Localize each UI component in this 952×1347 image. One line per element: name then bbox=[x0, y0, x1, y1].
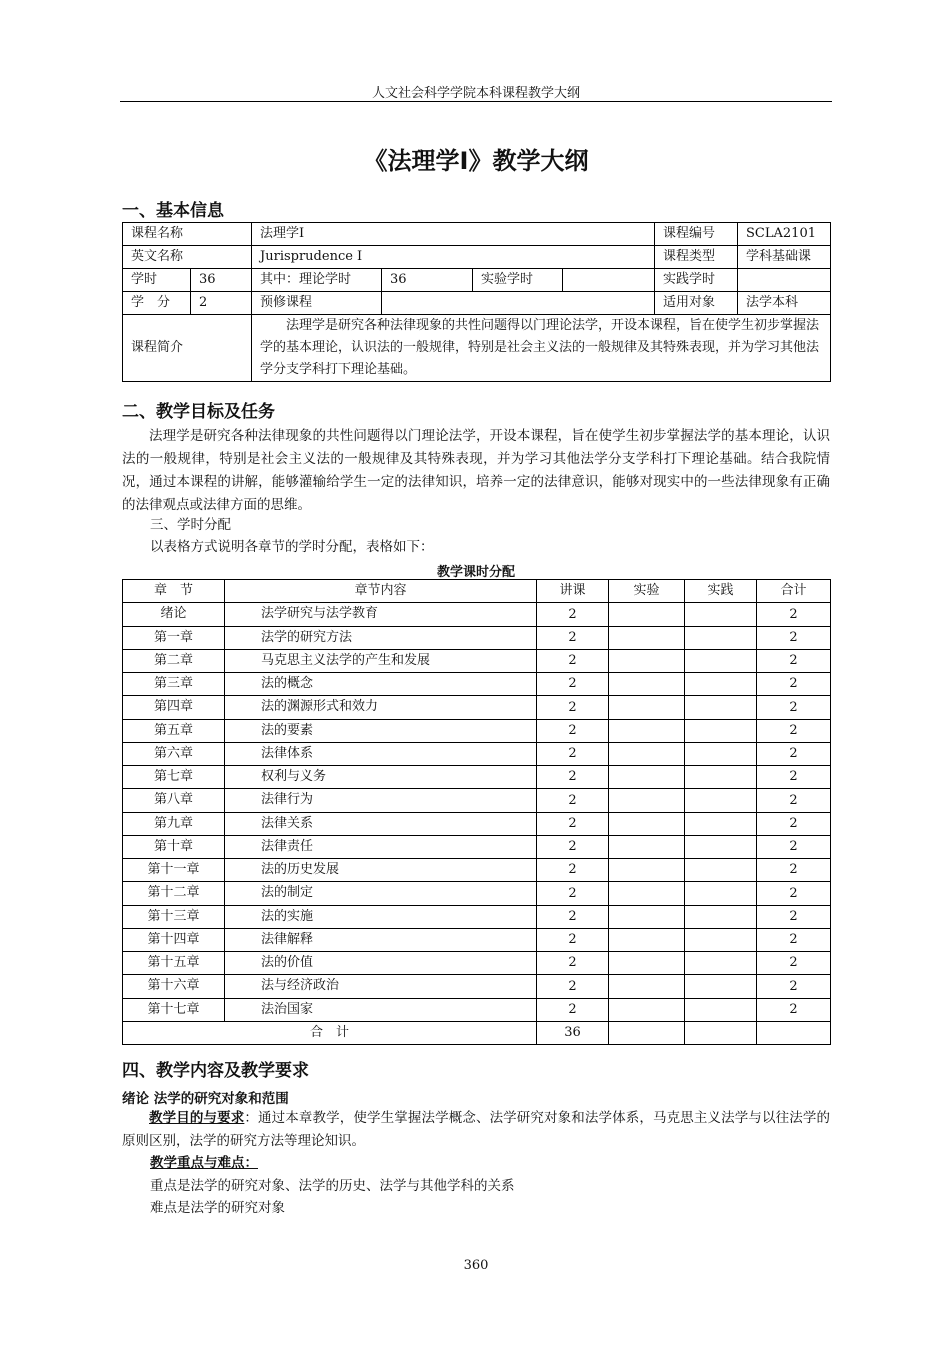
total-hours-cell: 2 bbox=[757, 766, 831, 789]
goals-paragraph bbox=[122, 1107, 830, 1153]
content-cell: 法律责任 bbox=[225, 835, 537, 858]
info-label: 课程类型 bbox=[655, 246, 738, 269]
total-hours-cell: 2 bbox=[757, 673, 831, 696]
chapter-cell: 第十五章 bbox=[123, 952, 225, 975]
practice-hours-cell bbox=[685, 998, 757, 1021]
info-label: 课程简介 bbox=[123, 315, 252, 382]
total-hours-cell: 2 bbox=[757, 975, 831, 998]
lecture-hours-cell: 2 bbox=[537, 696, 609, 719]
table-row bbox=[123, 649, 831, 672]
lab-hours-cell bbox=[609, 626, 685, 649]
info-row bbox=[123, 269, 831, 292]
content-cell: 法的历史发展 bbox=[225, 859, 537, 882]
table-row bbox=[123, 626, 831, 649]
subheading-hours: 三、学时分配 bbox=[150, 517, 231, 533]
total-hours-cell: 2 bbox=[757, 905, 831, 928]
total-hours-cell: 2 bbox=[757, 835, 831, 858]
total-hours bbox=[757, 1021, 831, 1044]
table-row bbox=[123, 766, 831, 789]
lecture-hours-cell: 2 bbox=[537, 975, 609, 998]
info-label: 课程编号 bbox=[655, 223, 738, 246]
table-row bbox=[123, 603, 831, 626]
table-row bbox=[123, 998, 831, 1021]
table-row bbox=[123, 882, 831, 905]
info-row bbox=[123, 246, 831, 269]
total-lecture-hours: 36 bbox=[537, 1021, 609, 1044]
lecture-hours-cell: 2 bbox=[537, 649, 609, 672]
info-value: Jurisprudence Ⅰ bbox=[252, 246, 655, 269]
practice-hours-cell bbox=[685, 649, 757, 672]
lecture-hours-cell: 2 bbox=[537, 812, 609, 835]
key-label-text: 教学重点与难点： bbox=[150, 1155, 258, 1171]
column-header: 讲课 bbox=[537, 580, 609, 603]
chapter-cell: 第九章 bbox=[123, 812, 225, 835]
chapter-cell: 第十三章 bbox=[123, 905, 225, 928]
content-cell: 权利与义务 bbox=[225, 766, 537, 789]
total-hours-cell: 2 bbox=[757, 719, 831, 742]
chapter-cell: 第六章 bbox=[123, 742, 225, 765]
chapter-cell: 第四章 bbox=[123, 696, 225, 719]
practice-hours-cell bbox=[685, 928, 757, 951]
chapter-cell: 第十七章 bbox=[123, 998, 225, 1021]
info-row bbox=[123, 292, 831, 315]
lab-hours-cell bbox=[609, 719, 685, 742]
practice-hours-cell bbox=[685, 696, 757, 719]
lab-hours-cell bbox=[609, 789, 685, 812]
practice-hours-cell bbox=[685, 812, 757, 835]
practice-hours-cell bbox=[685, 673, 757, 696]
document-title: 《法理学Ⅰ》教学大纲 bbox=[363, 147, 589, 175]
total-hours-cell: 2 bbox=[757, 696, 831, 719]
content-cell: 法学研究与法学教育 bbox=[225, 603, 537, 626]
section-heading-basic-info: 一、基本信息 bbox=[122, 201, 224, 221]
table-total-row bbox=[123, 1021, 831, 1044]
content-cell: 马克思主义法学的产生和发展 bbox=[225, 649, 537, 672]
chapter-cell: 第一章 bbox=[123, 626, 225, 649]
column-header: 实践 bbox=[685, 580, 757, 603]
lecture-hours-cell: 2 bbox=[537, 859, 609, 882]
table-row bbox=[123, 835, 831, 858]
table-row bbox=[123, 975, 831, 998]
total-hours-cell: 2 bbox=[757, 789, 831, 812]
goals-text: ：通过本章教学，使学生掌握法学概念、法学研究对象和法学体系，马克思主义法学与以往法学的原则区别，法学的研究方法等理论知识。 bbox=[122, 1110, 831, 1149]
total-hours-cell: 2 bbox=[757, 859, 831, 882]
total-hours-cell: 2 bbox=[757, 882, 831, 905]
table-row bbox=[123, 812, 831, 835]
content-cell: 法律体系 bbox=[225, 742, 537, 765]
info-label: 预修课程 bbox=[252, 292, 382, 315]
lecture-hours-cell: 2 bbox=[537, 998, 609, 1021]
content-cell: 法的要素 bbox=[225, 719, 537, 742]
lab-hours-cell bbox=[609, 928, 685, 951]
chapter-cell: 第五章 bbox=[123, 719, 225, 742]
lecture-hours-cell: 2 bbox=[537, 742, 609, 765]
lecture-hours-cell: 2 bbox=[537, 719, 609, 742]
chapter-cell: 第十章 bbox=[123, 835, 225, 858]
lecture-hours-cell: 2 bbox=[537, 882, 609, 905]
total-hours-cell: 2 bbox=[757, 649, 831, 672]
info-label: 实验学时 bbox=[473, 269, 563, 292]
total-hours-cell: 2 bbox=[757, 742, 831, 765]
lab-hours-cell bbox=[609, 603, 685, 626]
table-row bbox=[123, 696, 831, 719]
practice-hours-cell bbox=[685, 905, 757, 928]
total-hours-cell: 2 bbox=[757, 998, 831, 1021]
content-cell: 法的实施 bbox=[225, 905, 537, 928]
info-value: 36 bbox=[382, 269, 473, 292]
chapter-cell: 第三章 bbox=[123, 673, 225, 696]
lecture-hours-cell: 2 bbox=[537, 673, 609, 696]
lab-hours-cell bbox=[609, 766, 685, 789]
content-cell: 法的渊源形式和效力 bbox=[225, 696, 537, 719]
practice-hours-cell bbox=[685, 859, 757, 882]
basic-info-table bbox=[122, 222, 831, 382]
info-value: 2 bbox=[191, 292, 252, 315]
total-hours-cell: 2 bbox=[757, 952, 831, 975]
page-number: 360 bbox=[463, 1258, 489, 1273]
practice-hours-cell bbox=[685, 882, 757, 905]
lecture-hours-cell: 2 bbox=[537, 603, 609, 626]
info-label: 适用对象 bbox=[655, 292, 738, 315]
total-hours-cell: 2 bbox=[757, 812, 831, 835]
lab-hours-cell bbox=[609, 742, 685, 765]
total-lab-hours bbox=[609, 1021, 685, 1044]
content-cell: 法的概念 bbox=[225, 673, 537, 696]
difficult-point: 难点是法学的研究对象 bbox=[150, 1200, 285, 1216]
info-row bbox=[123, 223, 831, 246]
column-header: 实验 bbox=[609, 580, 685, 603]
content-cell: 法的制定 bbox=[225, 882, 537, 905]
lecture-hours-cell: 2 bbox=[537, 789, 609, 812]
practice-hours-cell bbox=[685, 975, 757, 998]
info-value bbox=[563, 269, 655, 292]
header-rule bbox=[120, 101, 832, 102]
table-row bbox=[123, 905, 831, 928]
content-cell: 法律关系 bbox=[225, 812, 537, 835]
chapter-cell: 第十四章 bbox=[123, 928, 225, 951]
lab-hours-cell bbox=[609, 649, 685, 672]
column-header: 合计 bbox=[757, 580, 831, 603]
info-label: 实践学时 bbox=[655, 269, 738, 292]
table-caption: 教学课时分配 bbox=[436, 565, 515, 580]
running-header: 人文社会科学学院本科课程教学大纲 bbox=[371, 86, 580, 101]
section-heading-objectives: 二、教学目标及任务 bbox=[122, 402, 275, 422]
info-value: SCLA2101 bbox=[738, 223, 831, 246]
lab-hours-cell bbox=[609, 905, 685, 928]
lab-hours-cell bbox=[609, 812, 685, 835]
practice-hours-cell bbox=[685, 603, 757, 626]
total-label: 合 计 bbox=[123, 1021, 537, 1044]
lecture-hours-cell: 2 bbox=[537, 766, 609, 789]
info-label: 英文名称 bbox=[123, 246, 252, 269]
chapter-cell: 第十一章 bbox=[123, 859, 225, 882]
practice-hours-cell bbox=[685, 952, 757, 975]
table-row bbox=[123, 742, 831, 765]
info-label: 学时 bbox=[123, 269, 191, 292]
column-header: 章 节 bbox=[123, 580, 225, 603]
info-label: 其中：理论学时 bbox=[252, 269, 382, 292]
hours-description: 以表格方式说明各章节的学时分配，表格如下： bbox=[150, 539, 434, 555]
lab-hours-cell bbox=[609, 882, 685, 905]
info-value: 学科基础课 bbox=[738, 246, 831, 269]
lab-hours-cell bbox=[609, 673, 685, 696]
info-row bbox=[123, 315, 831, 382]
content-cell: 法学的研究方法 bbox=[225, 626, 537, 649]
info-value: 法学本科 bbox=[738, 292, 831, 315]
key-label bbox=[150, 1153, 258, 1173]
table-row bbox=[123, 673, 831, 696]
total-hours-cell: 2 bbox=[757, 626, 831, 649]
hours-table-body bbox=[123, 580, 831, 1045]
table-row bbox=[123, 719, 831, 742]
goals-label: 教学目的与要求 bbox=[149, 1110, 245, 1126]
total-hours-cell: 2 bbox=[757, 603, 831, 626]
chapter-cell: 第十二章 bbox=[123, 882, 225, 905]
lab-hours-cell bbox=[609, 975, 685, 998]
info-value bbox=[738, 269, 831, 292]
practice-hours-cell bbox=[685, 626, 757, 649]
practice-hours-cell bbox=[685, 742, 757, 765]
lab-hours-cell bbox=[609, 952, 685, 975]
total-hours-cell: 2 bbox=[757, 928, 831, 951]
info-label: 学 分 bbox=[123, 292, 191, 315]
practice-hours-cell bbox=[685, 719, 757, 742]
lab-hours-cell bbox=[609, 696, 685, 719]
table-header-row bbox=[123, 580, 831, 603]
table-row bbox=[123, 928, 831, 951]
chapter-cell: 第七章 bbox=[123, 766, 225, 789]
hours-table bbox=[122, 579, 831, 1045]
key-point: 重点是法学的研究对象、法学的历史、法学与其他学科的关系 bbox=[150, 1178, 515, 1194]
column-header: 章节内容 bbox=[225, 580, 537, 603]
content-cell: 法与经济政治 bbox=[225, 975, 537, 998]
info-value: 36 bbox=[191, 269, 252, 292]
section-heading-content: 四、教学内容及教学要求 bbox=[122, 1061, 309, 1081]
lecture-hours-cell: 2 bbox=[537, 952, 609, 975]
content-cell: 法治国家 bbox=[225, 998, 537, 1021]
info-value: 法理学Ⅰ bbox=[252, 223, 655, 246]
content-cell: 法的价值 bbox=[225, 952, 537, 975]
lecture-hours-cell: 2 bbox=[537, 835, 609, 858]
lab-hours-cell bbox=[609, 835, 685, 858]
content-cell: 法律解释 bbox=[225, 928, 537, 951]
chapter-cell: 第十六章 bbox=[123, 975, 225, 998]
table-row bbox=[123, 789, 831, 812]
lab-hours-cell bbox=[609, 859, 685, 882]
practice-hours-cell bbox=[685, 835, 757, 858]
chapter-cell: 第八章 bbox=[123, 789, 225, 812]
lab-hours-cell bbox=[609, 998, 685, 1021]
practice-hours-cell bbox=[685, 766, 757, 789]
practice-hours-cell bbox=[685, 789, 757, 812]
info-value bbox=[382, 292, 655, 315]
chapter-cell: 第二章 bbox=[123, 649, 225, 672]
chapter-heading: 绪论 法学的研究对象和范围 bbox=[122, 1091, 289, 1107]
lecture-hours-cell: 2 bbox=[537, 905, 609, 928]
table-row bbox=[123, 952, 831, 975]
lecture-hours-cell: 2 bbox=[537, 626, 609, 649]
chapter-cell: 绪论 bbox=[123, 603, 225, 626]
course-description: 法理学是研究各种法律现象的共性问题得以门理论法学，开设本课程，旨在使学生初步掌握法学的基本理论，认识法的一般规律，特别是社会主义法的一般规律及其特殊表现，并为学习其他法学分支学科打下理论基础。 bbox=[252, 315, 831, 382]
lecture-hours-cell: 2 bbox=[537, 928, 609, 951]
table-row bbox=[123, 859, 831, 882]
content-cell: 法律行为 bbox=[225, 789, 537, 812]
info-label: 课程名称 bbox=[123, 223, 252, 246]
objectives-paragraph: 法理学是研究各种法律现象的共性问题得以门理论法学，开设本课程，旨在使学生初步掌握法学的基本理论，认识法的一般规律，特别是社会主义法的一般规律及其特殊表现，并为学习其他法学分支学科打下理论基础。结合我院情况，通过本课程的讲解，能够灌输给学生一定的法律知识，培养一定的法律意识，能够对现实中的一些法律现象有正确的法律观点或法律方面的思维。 bbox=[122, 428, 830, 513]
total-practice-hours bbox=[685, 1021, 757, 1044]
